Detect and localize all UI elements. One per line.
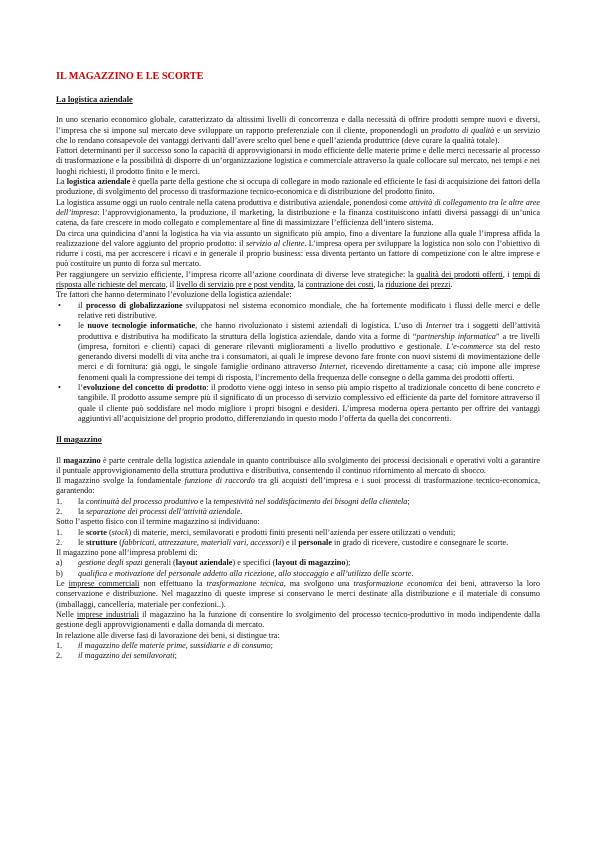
paragraph: La logistica assume oggi un ruolo centrale nella catena produttiva e distributiva aziendale, ponendosi come attività di collegamento tra le altre aree dell’impresa: l’approvvigionamento, la produzione, il marketing, la distribuzione e la finanza costituiscono infatti diversi passaggi di un’unica catena, da fare crescere in modo collegato e complementare al fine di massimizzare l’efficienza dell’intero sistema. <box>56 197 540 228</box>
document-title: IL MAGAZZINO E LE SCORTE <box>56 71 204 82</box>
list-item: • l’evoluzione del concetto di prodotto: il prodotto viene oggi inteso in senso più ampio rispetto al tradizionale concetto di bene concreto e tangibile. Il prodotto assume sempre più il significato di un processo di servizio complessivo ed efficiente da parte del fornitore attraverso il quale il cliente può soddisfare nel modo migliore i propri bisogni e desideri. L’impresa moderna opera pertanto per offrire dei vantaggi aggiuntivi all’acquisizione del proprio prodotto, differenziando in questo modo l’offerta da quella dei concorrenti. <box>56 383 540 424</box>
paragraph: In relazione alle diverse fasi di lavorazione dei beni, si distingue tra: <box>56 630 280 640</box>
paragraph: Fattori determinanti per il successo sono la capacità di approvvigionarsi in modo efficiente delle materie prime e delle merci necessarie al processo di trasformazione e la possibilità di disporre di un’organizzazione logistica e commerciale attraverso la quale collocare sul mercato, nei tempi e nei luoghi richiesti, il prodotto finito e le merci. <box>56 146 540 176</box>
paragraph: Il magazzino svolge la fondamentale funzione di raccordo tra gli acquisti dell’impresa e i suoi processi di trasformazione tecnico-economica, garantendo: <box>56 476 540 496</box>
numbered-list <box>56 641 540 662</box>
paragraph: Nelle imprese industriali il magazzino ha la funzione di consentire lo svolgimento del processo tecnico-produttivo in modo indipendente dalla gestione degli approvvigionamenti e dalla domanda di mercato. <box>56 609 540 630</box>
paragraph: Da circa una quindicina d’anni la logistica ha via via assunto un significato più ampio, fino a diventare la funzione alla quale l’impresa affida la realizzazione del valore aggiunto del proprio prodotto: il servizio al cliente. L’impresa opera per sviluppare la logistica non solo con l’obiettivo di ridurre i costi, ma per accrescere i ricavi e in generale il proprio business: essa diventa pertanto un fattore di competizione con le altre imprese e può costituire un punto di forza sul mercato. <box>56 228 540 269</box>
paragraph: Il magazzino pone all’impresa problemi di: <box>56 548 198 558</box>
list-item: • il processo di globalizzazione sviluppatosi nel sistema economico mondiale, che ha fortemente modificato i flussi delle merci e delle relative reti distributive. <box>56 301 540 322</box>
paragraph: Per raggiungere un servizio efficiente, l’impresa ricorre all’azione coordinata di diverse leve strategiche: la qualità dei prodotti offerti, i tempi di risposta alle richieste del mercato, il livello di servizio pre e post vendita, la contrazione dei costi, la riduzione dei prezzi. <box>56 269 540 290</box>
bullet-list <box>56 301 540 425</box>
numbered-list <box>56 528 540 549</box>
list-item: 1. la continuità del processo produttivo e la tempestività nel soddisfacimento dei bisogni della clientela; <box>56 496 410 506</box>
list-item: 1. il magazzino delle materie prime, sussidiarie e di consumo; <box>56 640 273 650</box>
paragraph: Sotto l’aspetto fisico con il termine magazzino si individuano: <box>56 517 260 527</box>
section-heading-magazzino: Il magazzino <box>56 435 102 445</box>
section-heading-logistica: La logistica aziendale <box>56 95 133 104</box>
list-item: • le nuove tecnologie informatiche, che hanno rivoluzionato i sistemi aziendali di logistica. L’uso di Internet tra i soggetti dell’attività produttiva e distributiva ha modificato la struttura della logistica aziendale, dando vita a forme di “partnership informatica” a tre livelli (impresa, fornitori e clienti) capaci di generare rilevanti miglioramenti a livello produttivo e gestionale. L’e-commerce sta del resto generando diversi modelli di vita anche tra i consumatori, ai quali le imprese devono fare fronte con nuovi sistemi di movimentazione delle merci e di fornitura: già oggi, le singole famiglie ordinano attraverso Internet, ricevendo direttamente a casa; ciò impone alle imprese fenomeni quali la compressione dei tempi di risposta, l’incremento della frequenza delle consegne o della gamma dei prodotti offerti. <box>56 321 540 383</box>
paragraph: Il magazzino è parte centrale della logistica aziendale in quanto contribuisce allo svolgimento dei processi decisionali e operativi volti a garantire il puntuale approvvigionamento della struttura produttiva e distributiva, consentendo il continuo rifornimento al mercato di sbocco. <box>56 455 540 475</box>
list-item: 2. la separazione dei processi dell’attività aziendale. <box>56 506 243 516</box>
list-item: b) qualifica e motivazione del personale addetto alla ricezione, allo stoccaggio e all’utilizzo delle scorte. <box>56 568 414 578</box>
paragraph: In uno scenario economico globale, caratterizzato da altissimi livelli di concorrenza e dalla necessità di offrire prodotti sempre nuovi e diversi, l’impresa che si impone sul mercato deve sviluppare un rapporto preferenziale con il cliente, proponendogli un prodotto di qualità e un servizio che lo rendano consapevole dei vantaggi derivanti dall’avere scelto quel bene e quell’azienda produttrice (deve curare la qualità totale). <box>56 115 540 145</box>
paragraph: Le imprese commerciali non effettuano la trasformazione tecnica, ma svolgono una trasformazione economica dei beni, attraverso la loro conservazione e distribuzione. Nel magazzino di queste imprese si conservano le merci destinate alla distribuzione e il materiale di consumo (imballaggi, cancelleria, materiale per confezioni..). <box>56 579 540 609</box>
list-item: 2. le strutture (fabbricati, attrezzature, materiali vari, accessori) e il personale in grado di ricevere, custodire e consegnare le scorte. <box>56 537 509 547</box>
document-page <box>56 70 540 661</box>
paragraph: Tre fattori che hanno determinato l’evoluzione della logistica aziendale: <box>56 290 292 300</box>
paragraph: La logistica aziendale è quella parte della gestione che si occupa di collegare in modo razionale ed efficiente le fasi di acquisizione dei fattori della produzione, di svolgimento del processo di trasformazione tecnico-economica e di distribuzione del prodotto finito. <box>56 177 540 197</box>
list-item: 1. le scorte (stock) di materie, merci, semilavorati e prodotti finiti presenti nell’azienda per essere utilizzati o venduti; <box>56 527 456 537</box>
numbered-list <box>56 497 540 518</box>
list-item: 2. il magazzino dei semilavorati; <box>56 651 177 661</box>
lettered-list <box>56 558 540 579</box>
list-item: a) gestione degli spazi generali (layout aziendale) e specifici (layout di magazzino); <box>56 558 351 568</box>
